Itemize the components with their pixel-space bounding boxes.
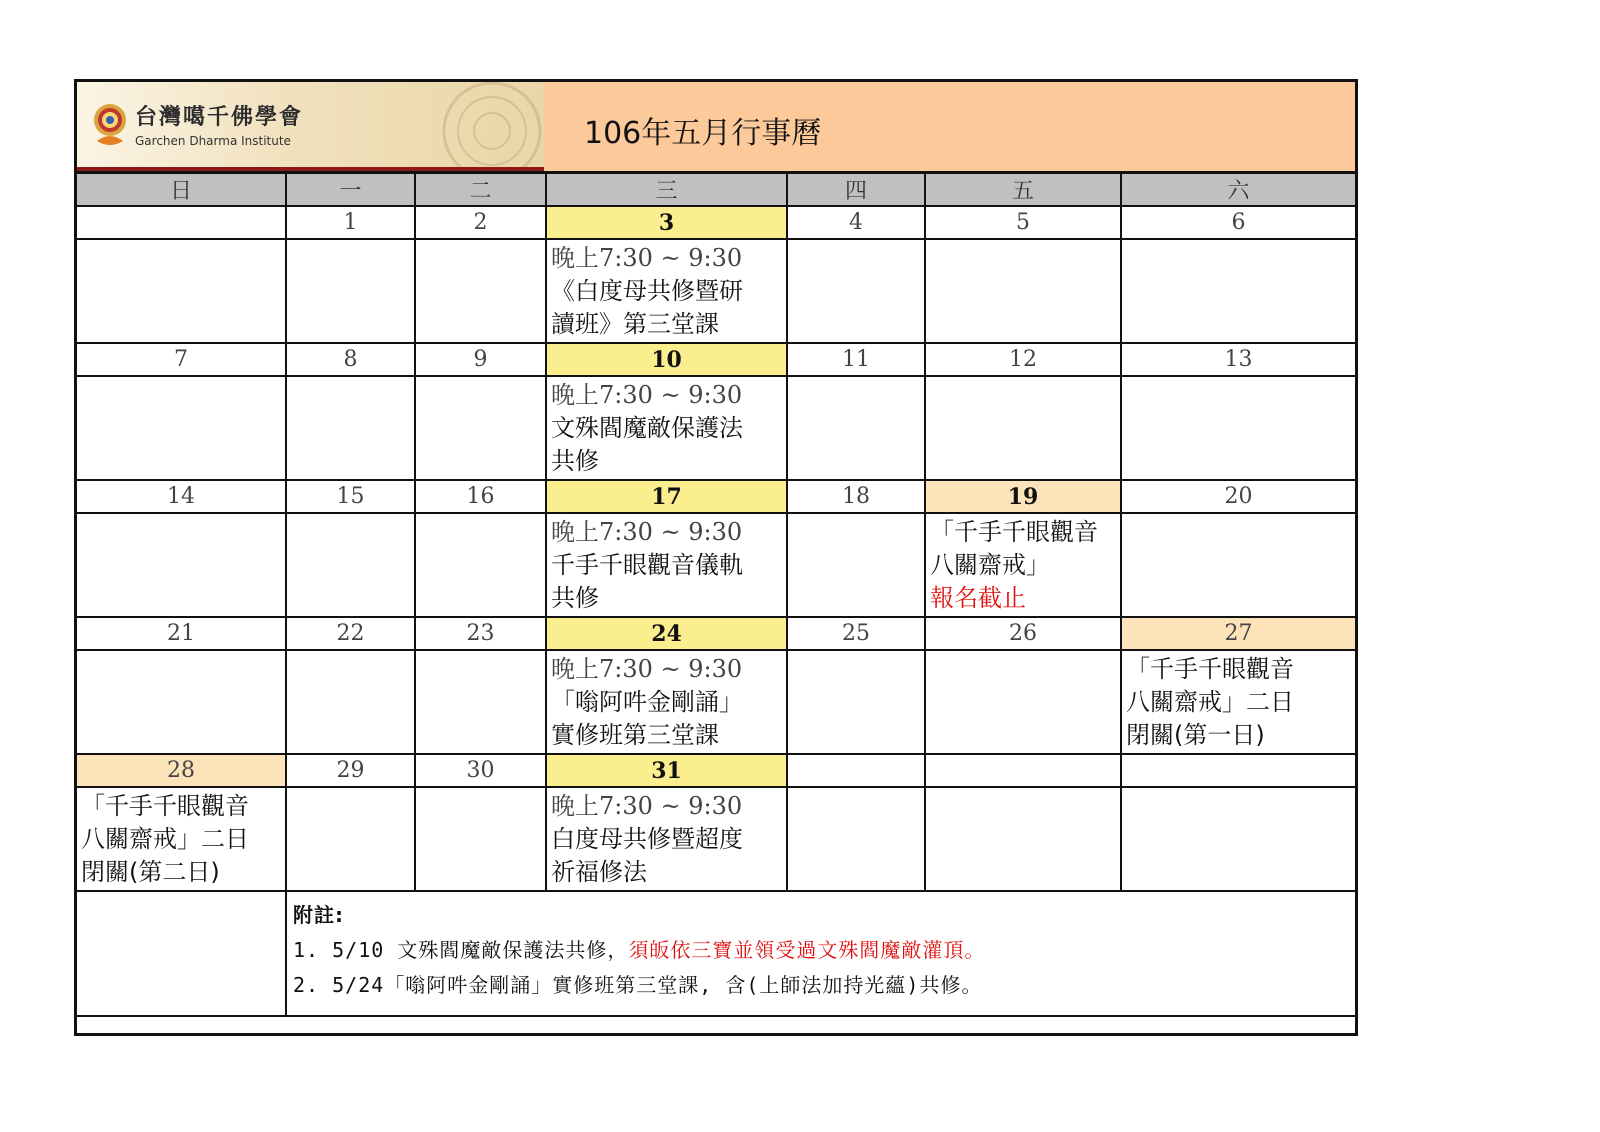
event-cell[interactable] (77, 376, 286, 480)
event-line: 報名截止 (930, 584, 1026, 612)
date-cell[interactable]: 8 (286, 343, 415, 376)
weekday-label: 日 (77, 174, 286, 206)
event-cell[interactable] (77, 650, 286, 754)
date-cell[interactable]: 2 (415, 206, 546, 239)
date-cell[interactable]: 25 (787, 617, 925, 650)
date-cell[interactable]: 4 (787, 206, 925, 239)
date-cell[interactable] (77, 206, 286, 239)
event-line: 閉關(第一日) (1126, 721, 1265, 749)
date-cell[interactable]: 14 (77, 480, 286, 513)
date-cell[interactable]: 27 (1121, 617, 1355, 650)
watermark-seal-icon (437, 82, 544, 171)
event-line: 「千手千眼觀音 (1126, 655, 1294, 683)
event-line: 「千手千眼觀音 (81, 792, 249, 820)
date-cell[interactable]: 29 (286, 754, 415, 787)
event-cell[interactable] (77, 513, 286, 617)
event-cell[interactable] (415, 787, 546, 891)
event-cell[interactable] (415, 376, 546, 480)
event-cell[interactable] (546, 376, 787, 480)
weekday-label: 三 (546, 174, 787, 206)
date-cell[interactable]: 28 (77, 754, 286, 787)
event-cell[interactable] (787, 239, 925, 343)
event-line: 祈福修法 (551, 858, 647, 886)
date-cell[interactable] (787, 754, 925, 787)
event-line: 讀班》第三堂課 (551, 310, 719, 338)
event-cell[interactable] (415, 239, 546, 343)
event-cell[interactable] (787, 376, 925, 480)
event-line: 八關齋戒」二日 (1126, 688, 1294, 716)
logo-banner (77, 82, 544, 171)
notes-row (77, 891, 1355, 1016)
event-line: 千手千眼觀音儀軌 (551, 551, 743, 579)
date-cell[interactable]: 11 (787, 343, 925, 376)
date-row (77, 480, 1355, 513)
event-cell[interactable] (787, 513, 925, 617)
event-cell[interactable] (286, 650, 415, 754)
event-line: 晚上7:30 ~ 9:30 (551, 518, 743, 546)
event-cell[interactable] (286, 513, 415, 617)
logo-chinese-name: 台灣噶千佛學會 (135, 105, 304, 130)
event-line: 晚上7:30 ~ 9:30 (551, 655, 743, 683)
event-cell[interactable] (925, 650, 1121, 754)
notes-line-1 (293, 933, 1349, 968)
event-line: 晚上7:30 ~ 9:30 (551, 792, 743, 820)
event-line: 晚上7:30 ~ 9:30 (551, 381, 743, 409)
event-line: 「千手千眼觀音 (930, 518, 1098, 546)
event-line: 「嗡阿吽金剛誦」 (551, 688, 743, 716)
event-cell[interactable] (787, 650, 925, 754)
event-cell[interactable] (1121, 513, 1355, 617)
dharma-emblem-icon (91, 101, 129, 149)
date-cell[interactable]: 1 (286, 206, 415, 239)
event-cell[interactable] (1121, 376, 1355, 480)
date-cell[interactable]: 23 (415, 617, 546, 650)
weekday-label: 五 (925, 174, 1121, 206)
notes-text (287, 892, 1355, 1003)
calendar-header (77, 82, 1355, 174)
event-line: 白度母共修暨超度 (551, 825, 743, 853)
event-cell[interactable] (925, 376, 1121, 480)
event-row (77, 650, 1355, 754)
event-cell[interactable] (787, 787, 925, 891)
event-row (77, 787, 1355, 891)
event-cell[interactable] (415, 650, 546, 754)
date-cell[interactable]: 12 (925, 343, 1121, 376)
date-cell[interactable]: 18 (787, 480, 925, 513)
weekday-label: 四 (787, 174, 925, 206)
date-cell[interactable]: 16 (415, 480, 546, 513)
notes-blank-cell (77, 891, 286, 1016)
event-cell[interactable] (1121, 650, 1355, 754)
event-line: 八關齋戒」二日 (81, 825, 249, 853)
calendar-grid (77, 174, 1355, 1017)
event-cell[interactable] (77, 239, 286, 343)
weekday-header-row (77, 174, 1355, 206)
event-cell[interactable] (925, 513, 1121, 617)
event-cell[interactable] (546, 239, 787, 343)
event-cell[interactable] (1121, 787, 1355, 891)
event-cell[interactable] (286, 239, 415, 343)
date-cell[interactable] (925, 754, 1121, 787)
date-cell[interactable]: 17 (546, 480, 787, 513)
calendar-title: 106年五月行事曆 (584, 116, 822, 151)
event-line: 文殊閻魔敵保護法 (551, 414, 743, 442)
date-row (77, 343, 1355, 376)
date-cell[interactable]: 31 (546, 754, 787, 787)
logo-english-name: Garchen Dharma Institute (135, 134, 291, 148)
notes-cell (286, 891, 1355, 1016)
event-cell[interactable] (77, 787, 286, 891)
date-cell[interactable]: 7 (77, 343, 286, 376)
event-line: 晚上7:30 ~ 9:30 (551, 244, 743, 272)
weekday-label: 六 (1121, 174, 1355, 206)
event-cell[interactable] (1121, 239, 1355, 343)
date-cell[interactable] (1121, 754, 1355, 787)
date-cell[interactable]: 3 (546, 206, 787, 239)
calendar (74, 79, 1358, 1036)
event-line: 《白度母共修暨研 (551, 277, 743, 305)
date-cell[interactable]: 22 (286, 617, 415, 650)
notes-line-2: 2. 5/24「嗡阿吽金剛誦」實修班第三堂課, 含(上師法加持光蘊)共修。 (293, 973, 983, 997)
date-cell[interactable]: 10 (546, 343, 787, 376)
event-cell[interactable] (415, 513, 546, 617)
event-cell[interactable] (286, 376, 415, 480)
notes-line-1-text: 1. 5/10 文殊閻魔敵保護法共修， (293, 938, 629, 962)
notes-line-1-requirement: 須皈依三寶並領受過文殊閻魔敵灌頂。 (628, 938, 986, 962)
date-row (77, 754, 1355, 787)
date-cell[interactable]: 26 (925, 617, 1121, 650)
event-cell[interactable] (286, 787, 415, 891)
event-row (77, 513, 1355, 617)
date-cell[interactable]: 19 (925, 480, 1121, 513)
event-line: 實修班第三堂課 (551, 721, 719, 749)
weekday-label: 一 (286, 174, 415, 206)
date-cell[interactable]: 30 (415, 754, 546, 787)
date-cell[interactable]: 20 (1121, 480, 1355, 513)
event-cell[interactable] (925, 239, 1121, 343)
date-cell[interactable]: 6 (1121, 206, 1355, 239)
date-cell[interactable]: 13 (1121, 343, 1355, 376)
event-cell[interactable] (546, 787, 787, 891)
event-line: 閉關(第二日) (81, 858, 220, 886)
date-cell[interactable]: 5 (925, 206, 1121, 239)
date-cell[interactable]: 15 (286, 480, 415, 513)
event-row (77, 239, 1355, 343)
event-line: 共修 (551, 584, 599, 612)
date-row (77, 617, 1355, 650)
title-banner (544, 82, 1355, 171)
event-cell[interactable] (546, 513, 787, 617)
event-row (77, 376, 1355, 480)
notes-heading: 附註: (293, 903, 344, 927)
event-cell[interactable] (546, 650, 787, 754)
date-cell[interactable]: 21 (77, 617, 286, 650)
event-cell[interactable] (925, 787, 1121, 891)
date-cell[interactable]: 9 (415, 343, 546, 376)
date-row (77, 206, 1355, 239)
event-line: 共修 (551, 447, 599, 475)
event-line: 八關齋戒」 (930, 551, 1050, 579)
weekday-label: 二 (415, 174, 546, 206)
date-cell[interactable]: 24 (546, 617, 787, 650)
